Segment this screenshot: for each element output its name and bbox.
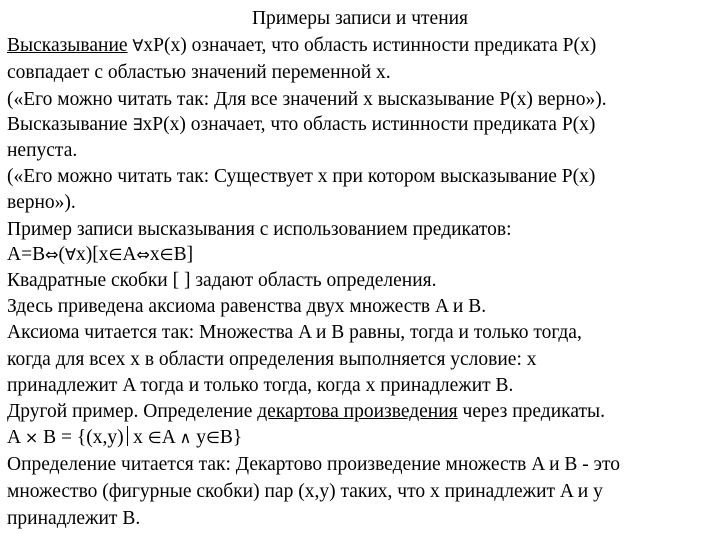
cartesian-formula	[7, 425, 242, 451]
slide-title: Примеры записи и чтения	[251, 8, 469, 29]
times-symbol: ×	[24, 428, 39, 447]
link-vyskazyvanie[interactable]: Высказывание	[7, 35, 128, 56]
paragraph-exists-line-4: верно»).	[7, 192, 76, 213]
formula-part: B = {(x,y)	[43, 427, 124, 448]
example-intro: Пример записи высказывания с использованием предикатов:	[7, 219, 512, 240]
axiom-reading-line-2: когда для всех x в области определения выполняется условие: x	[7, 349, 537, 370]
formula-part: B}	[219, 427, 243, 448]
formula-part: y	[196, 427, 206, 448]
formula-part: A	[122, 244, 137, 265]
element-of-symbol: ∈	[147, 428, 162, 447]
element-of-symbol: ∈	[159, 245, 174, 264]
iff-symbol: ⇔	[136, 245, 150, 264]
formula-part: A	[7, 427, 21, 448]
cartesian-suffix: через предикаты.	[462, 401, 605, 422]
formula-part: A	[161, 427, 175, 448]
exists-prefix: Высказывание	[7, 114, 128, 135]
forall-symbol: ∀	[65, 245, 76, 264]
axiom-reading-line-3: принадлежит A тогда и только тогда, когда x принадлежит B.	[7, 375, 514, 396]
paragraph-forall-line-2: совпадает с областью значений переменной x.	[7, 62, 391, 83]
link-cartesian-product[interactable]: декартова произведения	[257, 401, 458, 422]
axiom-reading-line-1: Аксиома читается так: Множества A и B равны, тогда и только тогда,	[7, 322, 582, 343]
cartesian-definition-line-2: множество (фигурные скобки) пар (x,y) таких, что x принадлежит A и y	[7, 481, 603, 502]
cartesian-definition-line-3: принадлежит B.	[7, 508, 141, 529]
iff-symbol: ⇔	[45, 245, 59, 264]
forall-symbol: ∀	[132, 36, 144, 55]
formula-part: x	[149, 244, 160, 265]
cartesian-definition-line-1: Определение читается так: Декартово произведение множеств A и B - это	[7, 454, 621, 475]
element-of-symbol: ∈	[108, 245, 123, 264]
paragraph-exists-line-3: («Его можно читать так: Существует x при котором высказывание P(x)	[7, 166, 596, 187]
forall-definition-text: xP(x) означает, что область истинности предиката P(x)	[143, 35, 597, 56]
paragraph-exists-line-1	[7, 112, 595, 138]
and-symbol: ∧	[179, 428, 192, 447]
formula-part: x	[133, 427, 143, 448]
formula-part: (	[58, 244, 65, 265]
formula-part: x)[x	[75, 244, 109, 265]
formula-part: B]	[173, 244, 194, 265]
paragraph-forall-line-3: («Его можно читать так: Для все значений x высказывание P(x) верно»).	[7, 89, 607, 110]
set-equality-formula	[7, 242, 193, 268]
paragraph-forall-line-1	[7, 33, 596, 59]
cartesian-prefix: Другой пример. Определение	[7, 401, 253, 422]
exists-symbol: ∃	[132, 115, 143, 134]
brackets-note: Квадратные скобки [ ] задают область определения.	[7, 270, 437, 291]
formula-part: A=B	[7, 244, 46, 265]
axiom-note: Здесь приведена аксиома равенства двух множеств A и B.	[7, 296, 487, 317]
exists-definition-text: xP(x) означает, что область истинности предиката P(x)	[142, 114, 596, 135]
such-that-bar	[127, 426, 129, 446]
paragraph-exists-line-2: непуста.	[7, 140, 78, 161]
cartesian-intro	[7, 399, 605, 425]
element-of-symbol: ∈	[205, 428, 220, 447]
